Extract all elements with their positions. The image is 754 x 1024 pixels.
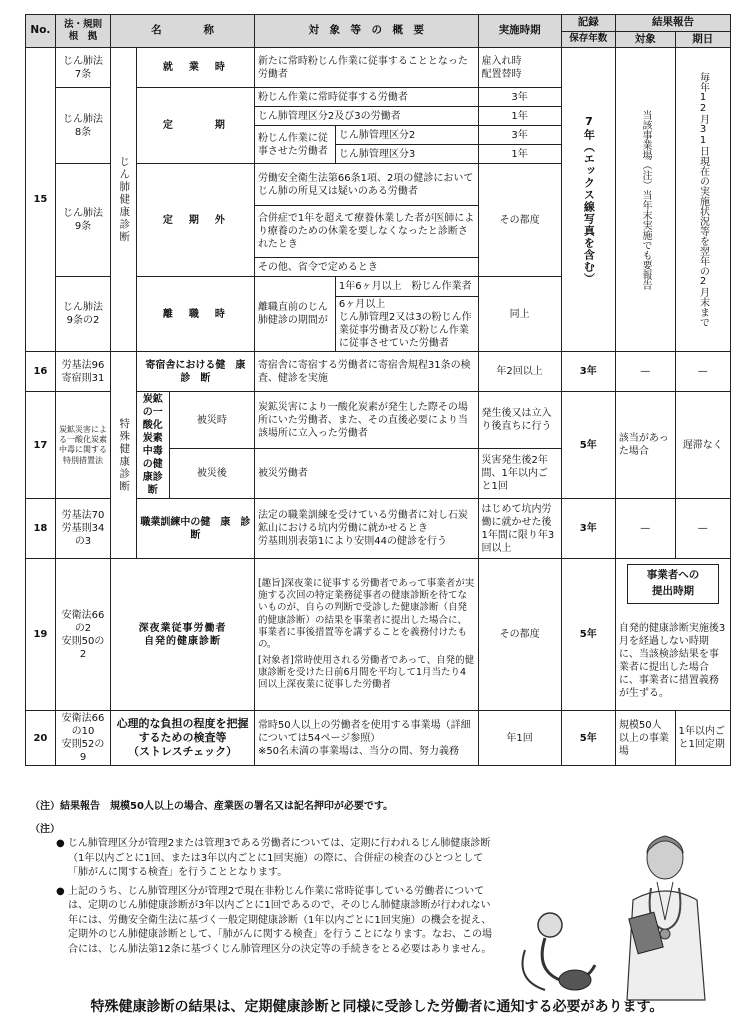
exam-periodic: 定 期 [136, 88, 254, 164]
note-bullet-1: ● じん肺管理区分が管理2または管理3である労働者については、定期に行われるじん肺健康診断（1年以内ごとに1回、または3年以内ごとに1回実施）の際に、合併症の検査のひとつとして「肺がんに関する検査」を行うこととなります。 [56, 838, 491, 878]
periodic-timing-1: 3年 [478, 88, 561, 107]
periodic-timing-2: 1年 [478, 107, 561, 126]
row-16-number: 16 [26, 352, 56, 392]
dormitory-checkup: 寄宿舎における健 康 診 断 [136, 352, 254, 392]
row-17-number: 17 [26, 392, 56, 499]
row-18-number: 18 [26, 499, 56, 559]
header-no: No. [26, 15, 56, 48]
row-16-timing: 年2回以上 [478, 352, 561, 392]
row-16-report-target: — [615, 352, 675, 392]
health-checkup-table [25, 14, 731, 766]
header-report-date: 期日 [675, 31, 730, 48]
row-15-report-date: 毎年12月31日現在の実施状況等を翌年の2月末まで [697, 72, 709, 328]
notes [30, 800, 500, 961]
periodic-timing-3a: 3年 [478, 126, 561, 145]
periodic-timing-3b: 1年 [478, 145, 561, 164]
header-name: 名 称 [111, 15, 255, 48]
extra-timing: その都度 [478, 164, 561, 277]
exam-on-hire-timing: 雇入れ時 配置替時 [478, 48, 561, 88]
row-17-timing-1: 発生後又は立入り後直ちに行う [478, 392, 561, 449]
row-15-law-2: じん肺法 8条 [55, 88, 110, 164]
row-20-law: 安衛法66の10 安則52の9 [55, 711, 110, 766]
co-poisoning-checkup: 炭鉱の一酸化炭素中毒の健康診断 [136, 392, 169, 499]
special-category: 特殊健康診断 [118, 417, 131, 493]
exam-on-hire-summary: 新たに常時粉じん作業に従事することとなった労働者 [254, 48, 478, 88]
row-19-retention: 5年 [561, 559, 615, 711]
footer-notice: 特殊健康診断の結果は、定期健康診断と同様に受診した労働者に通知する必要があります。 [90, 999, 664, 1015]
row-19-summary-target: [対象者]常時使用される労働者であって、自発的健康診断を受けた日前6月間を平均して1月当たり4回以上深夜業に従事した労働者 [257, 654, 475, 691]
row-20-timing: 年1回 [478, 711, 561, 766]
periodic-summary-3: 粉じん作業に従事させた労働者 [254, 126, 335, 164]
periodic-summary-3b: じん肺管理区分3 [335, 145, 478, 164]
exam-extra: 定 期 外 [136, 164, 254, 277]
row-19-summary-purpose: [趣旨]深夜業に従事する労働者であって事業者が実施する次回の特定業務従事者の健康診断を待てないものが、自らの判断で受診した健康診断（自発的健康診断）の結果を事業者に提出した場合に、事業者に事後措置等を講ずることを義務付けたもの。 [257, 577, 475, 651]
vocational-training-checkup: 職業訓練中の健 康 診 断 [136, 499, 254, 559]
row-16-retention: 3年 [561, 352, 615, 392]
note-bullet-2: ● 上記のうち、じん肺管理区分が管理2で現在非粉じん作業に常時従事している労働者については、定期のじん肺健康診断が3年以内ごとに1回であるので、そのじん肺健康診断が行われない年には、労働安全衛生法に基づく一般定期健康診断（1年以内ごとに1回実施）の機会を捉え、定期外のじん肺健康診断として、「肺がんに関する検査」を行うことになります。なお、この場合には、じん肺法第12条に基づくじん肺管理区分の決定等の手続きをとる必要はありません。 [56, 885, 492, 955]
header-summary: 対 象 等 の 概 要 [254, 15, 478, 48]
header-record: 記録 [561, 15, 615, 32]
row-17-law: 炭鉱災害による一酸化炭素中毒に関する特別措置法 [55, 392, 110, 499]
doctor-illustration [515, 830, 730, 1000]
row-20-summary: 常時50人以上の労働者を使用する事業場（詳細については54ページ参照） ※50名未満の事業場は、当分の間、努力義務 [254, 711, 478, 766]
row-17-summary-2: 被災労働者 [254, 449, 478, 499]
row-20-retention: 5年 [561, 711, 615, 766]
header-timing: 実施時期 [478, 15, 561, 48]
row-15-law-1: じん肺法 7条 [55, 48, 110, 88]
note-signature: （注）結果報告 規模50人以上の場合、産業医の署名又は記名押印が必要です。 [30, 801, 394, 812]
row-16-summary: 寄宿舎に寄宿する労働者に寄宿舎規程31条の検査、健診を実施 [254, 352, 478, 392]
row-17-retention: 5年 [561, 392, 615, 499]
pneumoconiosis-category: じん肺健康診断 [118, 156, 131, 244]
extra-summary-3: その他、省令で定めるとき [254, 258, 478, 277]
row-17-sub-2: 被災後 [169, 449, 254, 499]
extra-summary-2: 合併症で1年を超えて療養休業した者が医師により療養のための休業を要しなくなったと診断されたとき [254, 206, 478, 258]
row-15-law-3: じん肺法 9条 [55, 164, 110, 277]
row-20-report-date: 1年以内ごと1回定期 [675, 711, 730, 766]
periodic-summary-2: じん肺管理区分2及び3の労働者 [254, 107, 478, 126]
row-17-report-target: 該当があった場合 [615, 392, 675, 499]
submission-timing-box: 事業者への 提出時期 [627, 564, 719, 604]
row-19-law: 安衛法66の2 安則50の2 [55, 559, 110, 711]
periodic-summary-1: 粉じん作業に常時従事する労働者 [254, 88, 478, 107]
row-18-timing: はじめて坑内労働に就かせた後1年間に限り年3回以上 [478, 499, 561, 559]
row-15-law-4: じん肺法 9条の2 [55, 277, 110, 352]
header-report-target: 対象 [615, 31, 675, 48]
header-report: 結果報告 [615, 15, 730, 32]
row-19-number: 19 [26, 559, 56, 711]
row-17-sub-1: 被災時 [169, 392, 254, 449]
periodic-summary-3a: じん肺管理区分2 [335, 126, 478, 145]
extra-summary-1: 労働安全衛生法第66条1項、2項の健診においてじん肺の所見又は疑いのある労働者 [254, 164, 478, 206]
row-17-report-date: 遅滞なく [675, 392, 730, 499]
row-16-law: 労基法96 寄宿則31 [55, 352, 110, 392]
row-15-number: 15 [26, 48, 56, 352]
row-15-retention: 7年（エックス線写真を含む） [582, 114, 596, 285]
row-19-report-text: 自発的健康診断実施後3月を経過しない時期に、当該検診結果を事業者に提出した場合に、事業者に措置義務が生ずる。 [618, 622, 726, 699]
night-work-self-checkup: 深夜業従事労働者 自発的健康診断 [111, 559, 255, 711]
row-20-report-target: 規模50人以上の事業場 [615, 711, 675, 766]
row-17-summary-1: 炭鉱災害により一酸化炭素が発生した際その場所にいた労働者、また、その直後必要により当該場所に立入った労働者 [254, 392, 478, 449]
leaving-summary-a: 1年6ヶ月以上 粉じん作業者 [335, 277, 478, 297]
exam-on-hire: 就 業 時 [136, 48, 254, 88]
row-19-timing: その都度 [478, 559, 561, 711]
row-18-report-date: — [675, 499, 730, 559]
row-17-timing-2: 災害発生後2年間、1年以内ごと1回 [478, 449, 561, 499]
note-label: （注） [30, 823, 60, 835]
header-retention: 保存年数 [561, 31, 615, 48]
row-18-retention: 3年 [561, 499, 615, 559]
leaving-summary-b: 6ヶ月以上 じん肺管理2又は3の粉じん作業従事労働者及び粉じん作業に従事させていた労働者 [335, 297, 478, 352]
stress-check: 心理的な負担の程度を把握するための検査等 （ストレスチェック） [111, 711, 255, 766]
row-20-number: 20 [26, 711, 56, 766]
leaving-timing: 同上 [478, 277, 561, 352]
exam-leaving: 離 職 時 [136, 277, 254, 352]
row-18-summary: 法定の職業訓練を受けている労働者に対し石炭鉱山における坑内労働に就かせるとき 労基則別表第1により安則44の健診を行う [254, 499, 478, 559]
row-18-law: 労基法70 労基則34の3 [55, 499, 110, 559]
row-15-report-target: 当該事業場（注）当年末実施でも要報告 [639, 109, 651, 290]
leaving-summary: 離職直前のじん肺健診の期間が [254, 277, 335, 352]
header-law: 法・規則 根 拠 [55, 15, 110, 48]
row-18-report-target: — [615, 499, 675, 559]
row-16-report-date: — [675, 352, 730, 392]
